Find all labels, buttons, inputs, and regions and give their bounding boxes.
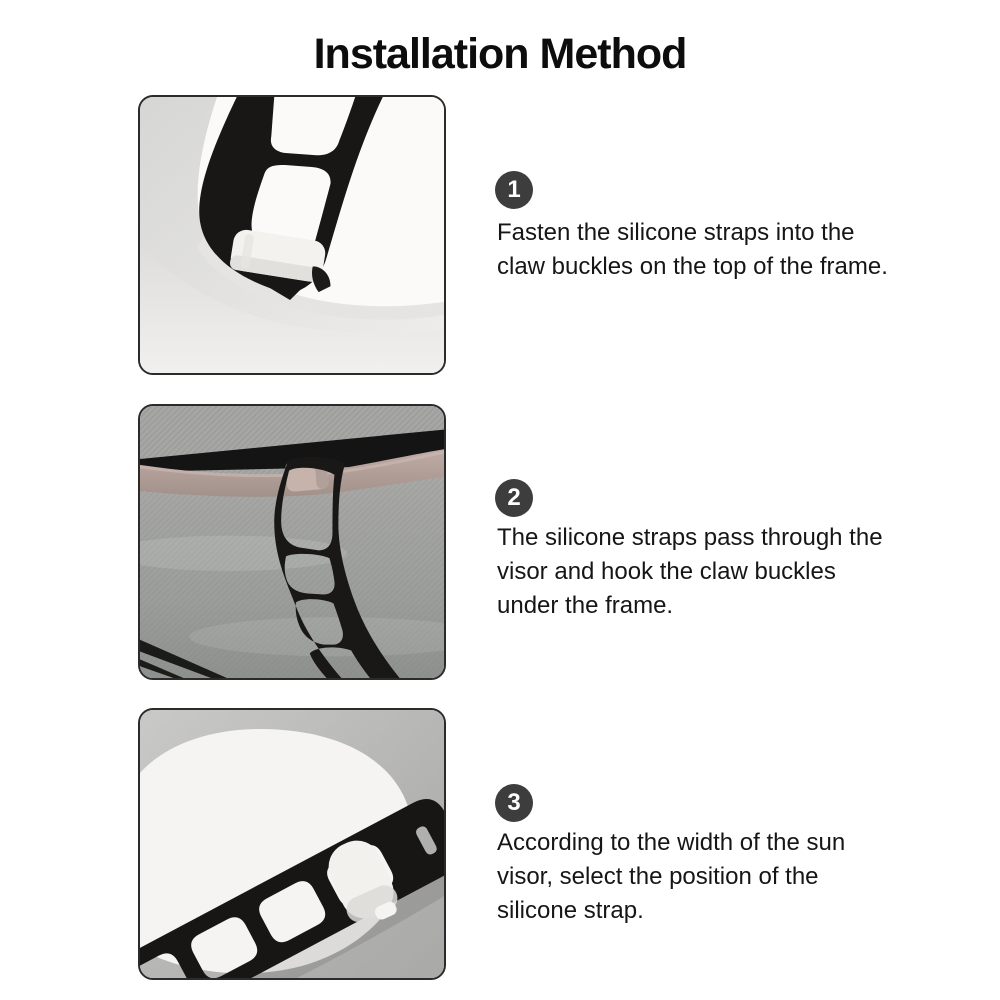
- step-3-text: [497, 826, 917, 928]
- step-3-line-2: visor, select the position of the: [497, 863, 819, 890]
- page-title: Installation Method: [313, 30, 687, 78]
- step-2-line-2: visor and hook the claw buckles: [497, 558, 836, 585]
- strap-on-visor-illustration: [140, 710, 444, 978]
- step-3-badge: 3: [495, 784, 533, 822]
- step-3-photo: [138, 708, 446, 980]
- step-2-line-1: The silicone straps pass through the: [497, 524, 883, 551]
- step-2-line-3: under the frame.: [497, 592, 674, 619]
- step-2-text: [497, 521, 917, 623]
- step-1-line-2: claw buckles on the top of the frame.: [497, 253, 888, 280]
- step-3-line-3: silicone strap.: [497, 897, 644, 924]
- visor-rod-illustration: [140, 406, 444, 678]
- step-3-line-1: According to the width of the sun: [497, 829, 846, 856]
- step-2-photo: [138, 404, 446, 680]
- visor-corner-illustration: [140, 97, 444, 373]
- step-2-badge: 2: [495, 479, 533, 517]
- step-1-photo: [138, 95, 446, 375]
- step-1-text: [497, 216, 917, 284]
- step-1-line-1: Fasten the silicone straps into the: [497, 219, 855, 246]
- step-1-badge: 1: [495, 171, 533, 209]
